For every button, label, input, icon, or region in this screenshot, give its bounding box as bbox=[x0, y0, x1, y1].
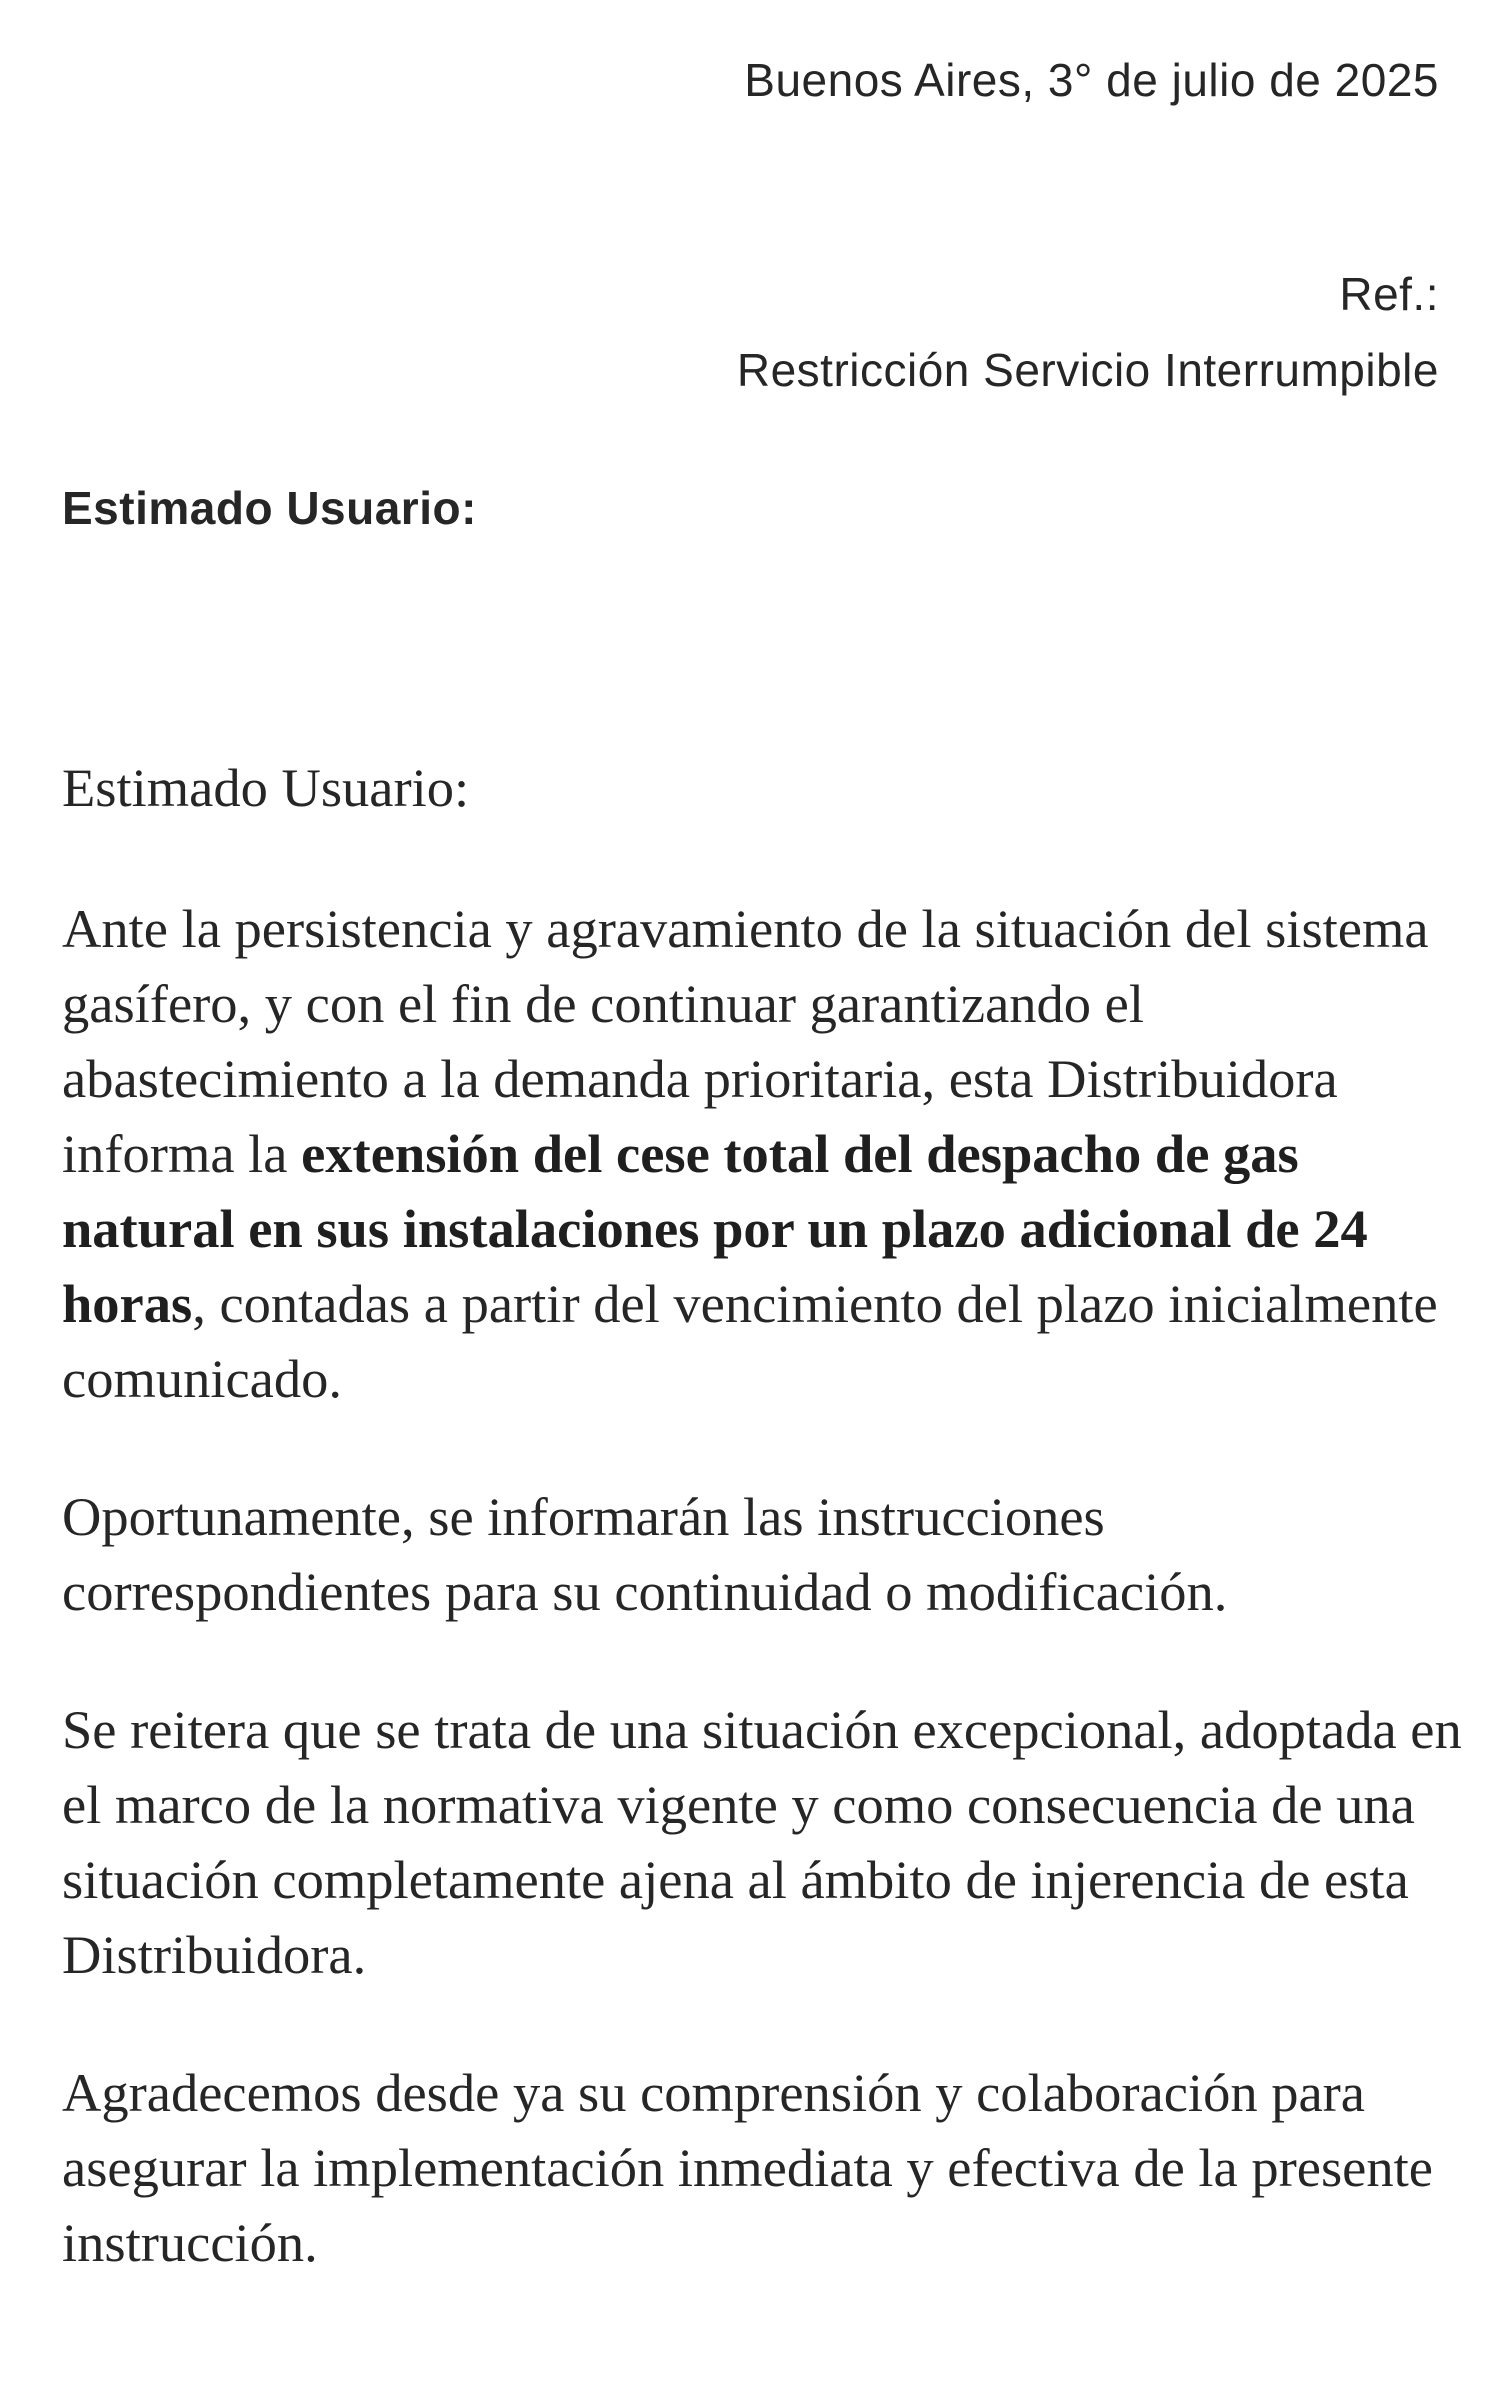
paragraph-thanks: Agradecemos desde ya su comprensión y colaboración para asegurar la implementación inmediata y efectiva de la presente instrucción. bbox=[62, 2062, 1433, 2273]
salutation: Estimado Usuario: bbox=[62, 757, 470, 818]
paragraph-exceptional: Se reitera que se trata de una situación excepcional, adoptada en el marco de la normativa vigente y como consecuencia de una situación completamente ajena al ámbito de injerencia de esta Distribuidora. bbox=[62, 1699, 1462, 1985]
paragraph-notice-highlight: extensión del cese total del despacho de gas natural en sus instalaciones por un plazo adicional de 24 horas bbox=[62, 1123, 1368, 1334]
greeting-heading: Estimado Usuario: bbox=[62, 482, 477, 534]
paragraph-notice-outro: , contadas a partir del vencimiento del plazo inicialmente comunicado. bbox=[62, 1273, 1438, 1409]
date-line: Buenos Aires, 3° de julio de 2025 bbox=[744, 54, 1439, 106]
paragraph-notice-intro: Ante la persistencia y agravamiento de la situación del sistema gasífero, y con el fin de continuar garantizando el abastecimiento a la demanda prioritaria, esta Distribuidora informa la bbox=[62, 898, 1429, 1184]
reference-label: Ref.: bbox=[1339, 268, 1439, 320]
reference-block bbox=[737, 266, 1439, 398]
paragraph-notice bbox=[62, 891, 1462, 1416]
reference-subject: Restricción Servicio Interrumpible bbox=[736, 344, 1439, 396]
letter-body bbox=[62, 750, 1462, 2343]
paragraph-instructions: Oportunamente, se informarán las instrucciones correspondientes para su continuidad o modificación. bbox=[62, 1486, 1228, 1622]
